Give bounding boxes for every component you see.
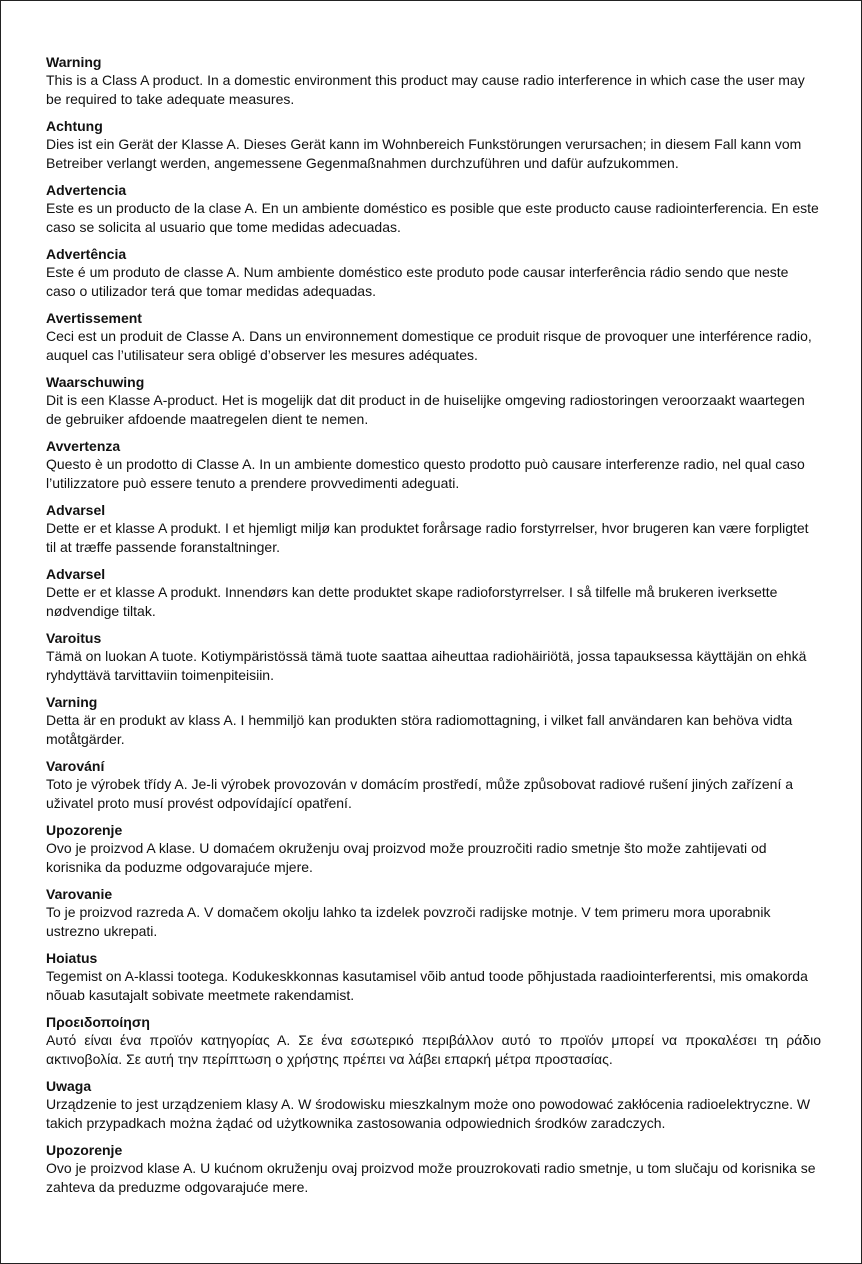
notice-section-6 xyxy=(46,437,821,493)
section-text: This is a Class A product. In a domestic environment this product may cause radio interference in which case the user may be required to take adequate measures. xyxy=(46,72,805,107)
notice-section-13 xyxy=(46,885,821,941)
section-text: Dette er et klasse A produkt. Innendørs kan dette produktet skape radioforstyrrelser. I så tilfelle må brukeren iverksette nødvendige tiltak. xyxy=(46,584,778,619)
section-title: Advertencia xyxy=(46,182,127,198)
notice-section-1 xyxy=(46,117,821,173)
notice-section-4 xyxy=(46,309,821,365)
section-text: Ovo je proizvod klase A. U kućnom okruženju ovaj proizvod može prouzrokovati radio smetnje, u tom slučaju od korisnika se zahteva da preduzme odgovarajuće mere. xyxy=(46,1160,816,1195)
notice-section-3 xyxy=(46,245,821,301)
notice-section-15 xyxy=(46,1013,821,1069)
notice-section-7 xyxy=(46,501,821,557)
section-title: Achtung xyxy=(46,118,103,134)
section-title: Advarsel xyxy=(46,566,106,582)
notice-section-14 xyxy=(46,949,821,1005)
section-title: Varovanie xyxy=(46,886,113,902)
section-title: Varning xyxy=(46,694,98,710)
notice-section-17 xyxy=(46,1141,821,1197)
section-title: Upozorenje xyxy=(46,1142,123,1158)
section-title: Advarsel xyxy=(46,502,106,518)
section-text: Detta är en produkt av klass A. I hemmiljö kan produkten störa radiomottagning, i vilket fall användaren kan behöva vidta motåtgärder. xyxy=(46,712,793,747)
section-text: Dies ist ein Gerät der Klasse A. Dieses Gerät kann im Wohnbereich Funkstörungen verursachen; in diesem Fall kann vom Betreiber verlangt werden, angemessene Gegenmaßnahmen durchzuführen und dafür aufzukommen. xyxy=(46,136,802,171)
notice-section-11 xyxy=(46,757,821,813)
section-text: Dette er et klasse A produkt. I et hjemligt miljø kan produktet forårsage radio forstyrrelser, hvor brugeren kan være forpligtet til at træffe passende foranstaltninger. xyxy=(46,520,809,555)
section-text: Questo è un prodotto di Classe A. In un ambiente domestico questo prodotto può causare interferenze radio, nel qual caso l’utilizzatore può essere tenuto a prendere provvedimenti adeguati. xyxy=(46,456,805,491)
section-title: Advertência xyxy=(46,246,127,262)
notice-section-8 xyxy=(46,565,821,621)
notice-section-9 xyxy=(46,629,821,685)
section-title: Varoitus xyxy=(46,630,102,646)
notice-section-12 xyxy=(46,821,821,877)
section-title: Hoiatus xyxy=(46,950,98,966)
section-text: Este es un producto de la clase A. En un ambiente doméstico es posible que este producto cause radiointerferencia. En este caso se solicita al usuario que tome medidas adecuadas. xyxy=(46,200,819,235)
notice-section-16 xyxy=(46,1077,821,1133)
notice-section-10 xyxy=(46,693,821,749)
section-text: Dit is een Klasse A-product. Het is mogelijk dat dit product in de huiselijke omgeving radiostoringen veroorzaakt waartegen de gebruiker afdoende maatregelen dient te nemen. xyxy=(46,392,805,427)
section-text: Urządzenie to jest urządzeniem klasy A. W środowisku mieszkalnym może ono powodować zakłócenia radioelektryczne. W takich przypadkach można żądać od użytkownika zastosowania odpowiednich środków zaradczych. xyxy=(46,1096,811,1131)
section-text: To je proizvod razreda A. V domačem okolju lahko ta izdelek povzroči radijske motnje. V tem primeru mora uporabnik ustrezno ukrepati. xyxy=(46,904,771,939)
notice-section-0 xyxy=(46,53,821,109)
section-title: Προειδοποίηση xyxy=(46,1014,150,1030)
section-text: Ovo je proizvod A klase. U domaćem okruženju ovaj proizvod može prouzročiti radio smetnje što može zahtijevati od korisnika da poduzme odgovarajuće mjere. xyxy=(46,840,767,875)
section-text: Este é um produto de classe A. Num ambiente doméstico este produto pode causar interferência rádio sendo que neste caso o utilizador terá que tomar medidas adequadas. xyxy=(46,264,789,299)
section-text: Tegemist on A-klassi tootega. Kodukeskkonnas kasutamisel võib antud toode põhjustada raadiointerferentsi, mis omakorda nõuab kasutajalt sobivate meetmete rakendamist. xyxy=(46,968,808,1003)
section-title: Warning xyxy=(46,54,102,70)
section-text: Tämä on luokan A tuote. Kotiympäristössä tämä tuote saattaa aiheuttaa radiohäiriötä, jossa tapauksessa käyttäjän on ehkä ryhdyttävä tarvittaviin toimenpiteisiin. xyxy=(46,648,807,683)
section-text: Ceci est un produit de Classe A. Dans un environnement domestique ce produit risque de provoquer une interférence radio, auquel cas l’utilisateur sera obligé d’observer les mesures adéquates. xyxy=(46,328,812,363)
notice-section-5 xyxy=(46,373,821,429)
section-text: Toto je výrobek třídy A. Je-li výrobek provozován v domácím prostředí, může způsobovat radiové rušení jiných zařízení a uživatel proto musí provést odpovídající opatření. xyxy=(46,776,794,811)
section-title: Varování xyxy=(46,758,105,774)
section-title: Upozorenje xyxy=(46,822,123,838)
notice-section-2 xyxy=(46,181,821,237)
section-title: Avertissement xyxy=(46,310,142,326)
section-title: Uwaga xyxy=(46,1078,92,1094)
section-title: Avvertenza xyxy=(46,438,121,454)
section-title: Waarschuwing xyxy=(46,374,145,390)
section-text: Αυτό είναι ένα προϊόν κατηγορίας Α. Σε ένα εσωτερικό περιβάλλον αυτό το προϊόν μπορεί να προκαλέσει τη ράδιο ακτινοβολία. Σε αυτή την περίπτωση ο χρήστης πρέπει να λάβει επαρκή μέτρα προστασίας. xyxy=(46,1032,821,1067)
